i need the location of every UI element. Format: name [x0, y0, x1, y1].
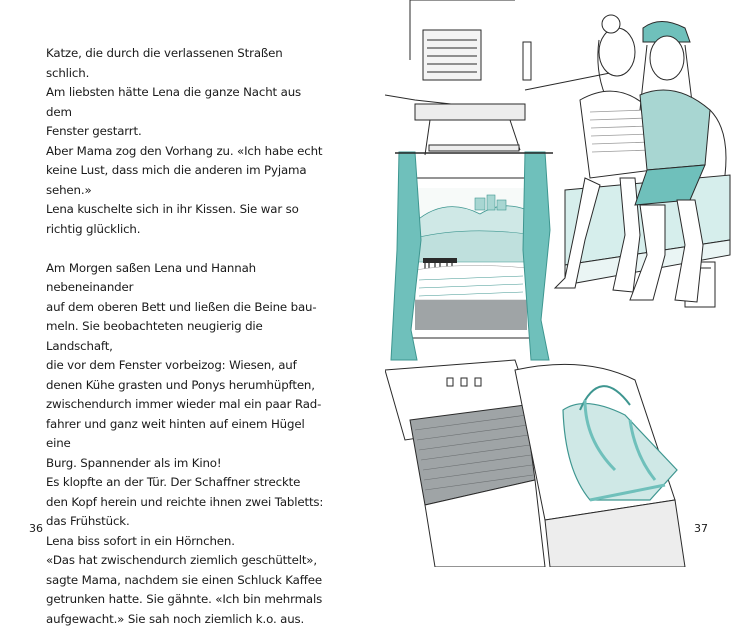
text-line: Fenster gestarrt.: [46, 122, 326, 142]
paragraph-gap: [46, 239, 326, 259]
text-line: auf dem oberen Bett und ließen die Beine bau-: [46, 298, 326, 318]
text-line: Am liebsten hätte Lena die ganze Nacht aus dem: [46, 83, 326, 122]
text-line: Am Morgen saßen Lena und Hannah nebeneinander: [46, 259, 326, 298]
text-line: das Frühstück.: [46, 512, 326, 532]
text-line: sagte Mama, nachdem sie einen Schluck Kaffee: [46, 571, 326, 591]
text-line: «Das hat zwischendurch ziemlich geschüttelt»,: [46, 551, 326, 571]
text-line: Katze, die durch die verlassenen Straßen schlich.: [46, 44, 326, 83]
text-line: zwischendurch immer wieder mal ein paar Rad-: [46, 395, 326, 415]
page-number-left: 36: [29, 522, 43, 535]
text-line: meln. Sie beobachteten neugierig die Landschaft,: [46, 317, 326, 356]
text-line: getrunken hatte. Sie gähnte. «Ich bin mehrmals: [46, 590, 326, 610]
text-line: aufgewacht.» Sie sah noch ziemlich k.o. aus.: [46, 610, 326, 629]
left-page: [0, 0, 369, 567]
text-line: denen Kühe grasten und Ponys herumhüpften,: [46, 376, 326, 396]
right-page: [369, 0, 738, 567]
text-line: Lena biss sofort in ein Hörnchen.: [46, 532, 326, 552]
text-line: fahrer und ganz weit hinten auf einem Hügel eine: [46, 415, 326, 454]
text-line: Burg. Spannender als im Kino!: [46, 454, 326, 474]
text-line: Es klopfte an der Tür. Der Schaffner streckte: [46, 473, 326, 493]
text-line: richtig glücklich.: [46, 220, 326, 240]
page-number-right: 37: [694, 522, 708, 535]
story-text: [46, 44, 326, 629]
text-line: die vor dem Fenster vorbeizog: Wiesen, auf: [46, 356, 326, 376]
text-line: Aber Mama zog den Vorhang zu. «Ich habe echt: [46, 142, 326, 162]
text-line: Lena kuschelte sich in ihr Kissen. Sie war so: [46, 200, 326, 220]
text-line: den Kopf herein und reichte ihnen zwei Tabletts:: [46, 493, 326, 513]
text-line: keine Lust, dass mich die anderen im Pyjama sehen.»: [46, 161, 326, 200]
